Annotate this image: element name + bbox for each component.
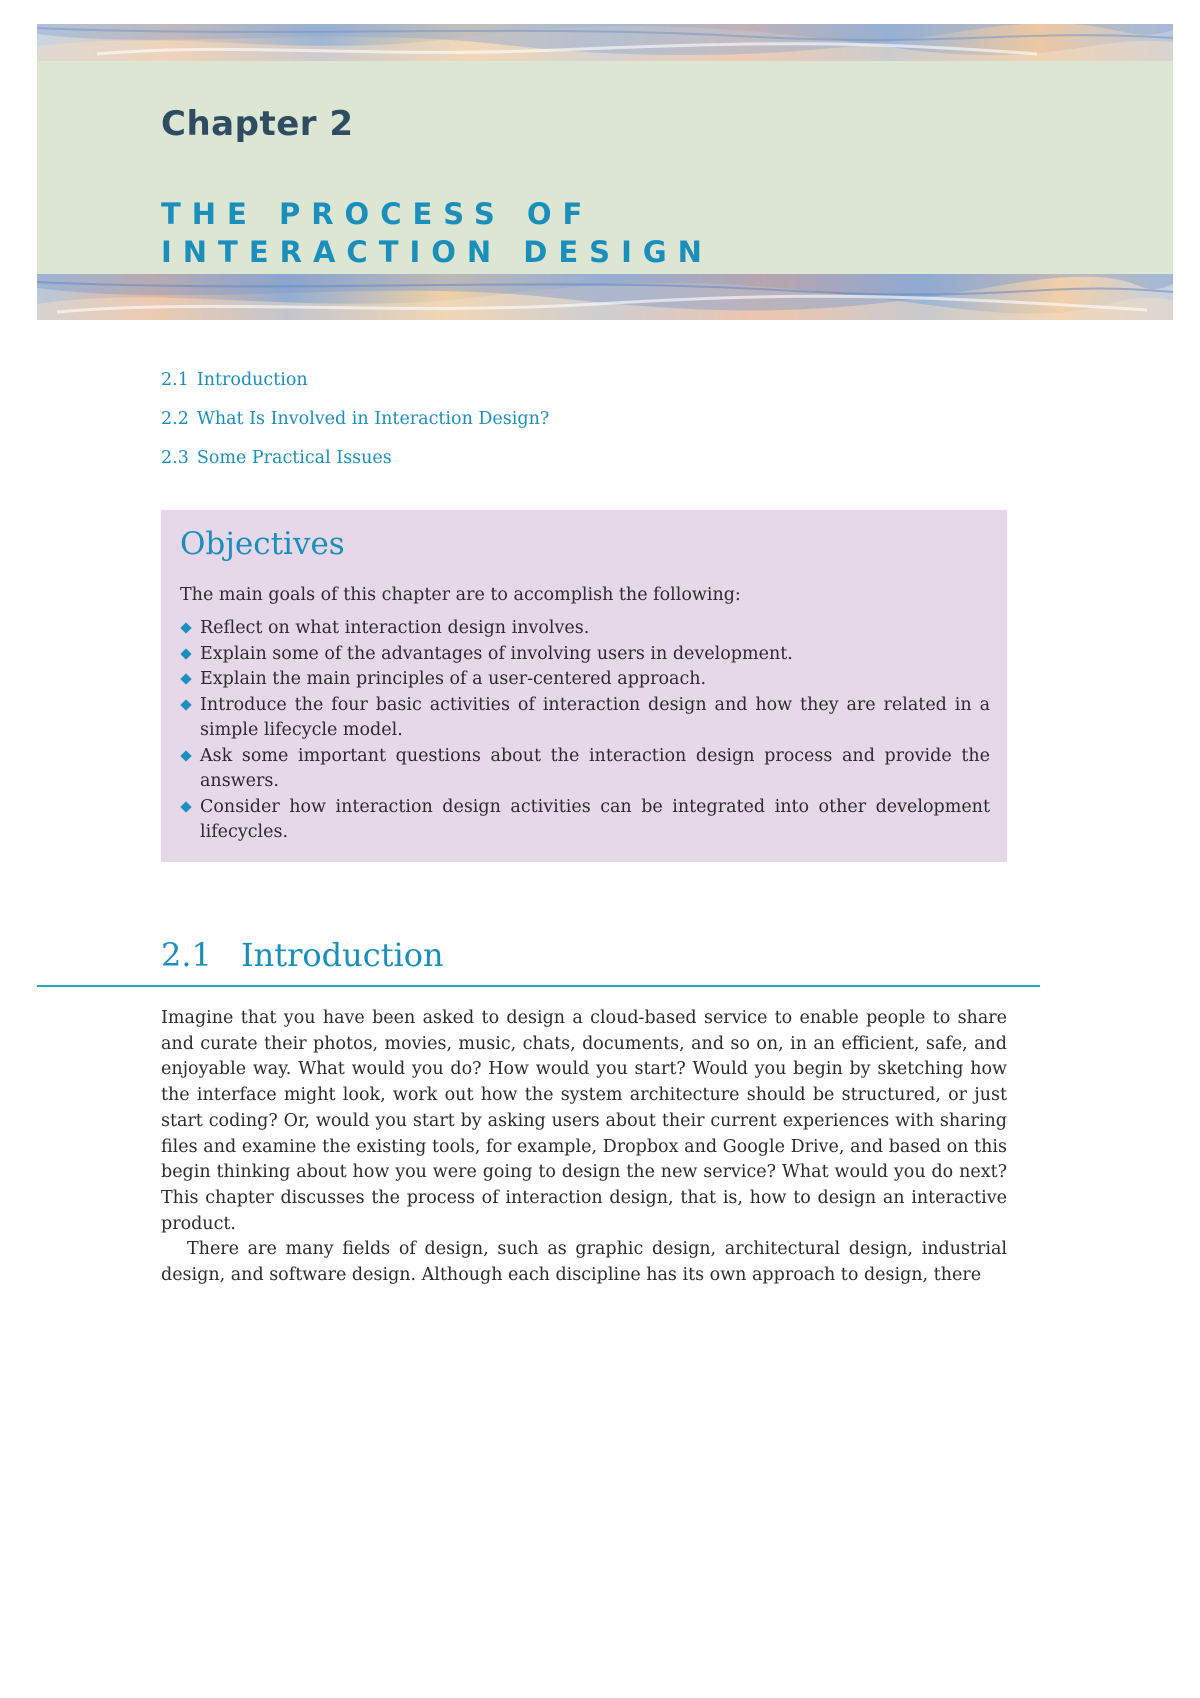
toc-item-number: 2.3: [161, 448, 189, 468]
toc-item-what-is-involved[interactable]: [161, 400, 549, 439]
diamond-bullet-icon: [180, 750, 191, 761]
diamond-bullet-icon: [180, 673, 191, 684]
diamond-bullet-icon: [180, 801, 191, 812]
diamond-bullet-icon: [180, 622, 191, 633]
section-divider: [37, 985, 1040, 987]
chapter-contents: [161, 361, 549, 478]
toc-item-number: 2.2: [161, 409, 189, 429]
objective-item: [180, 744, 990, 795]
toc-item-title: Introduction: [196, 370, 308, 390]
diamond-bullet-icon: [180, 699, 191, 710]
objective-text: Consider how interaction design activities can be integrated into other development lifecycles.: [200, 796, 990, 842]
section-heading: [161, 935, 444, 975]
objectives-intro: The main goals of this chapter are to accomplish the following:: [180, 585, 741, 605]
objective-text: Explain some of the advantages of involving users in development.: [200, 643, 793, 664]
toc-item-number: 2.1: [161, 370, 189, 390]
body-paragraph: There are many fields of design, such as graphic design, architectural design, industrial design, and software design. Although each discipline has its own approach to design, there: [161, 1239, 1007, 1286]
body-text: [161, 1006, 1007, 1289]
objective-item: [180, 795, 990, 846]
objectives-heading: Objectives: [180, 526, 345, 562]
section-number: 2.1: [161, 936, 212, 974]
objective-item: [180, 642, 990, 668]
chapter-title-line-1: THE PROCESS OF: [161, 197, 594, 231]
objective-text: Explain the main principles of a user-centered approach.: [200, 669, 707, 689]
toc-item-title: Some Practical Issues: [196, 448, 392, 468]
objective-text: Reflect on what interaction design involves.: [200, 618, 590, 638]
body-paragraph: Imagine that you have been asked to design a cloud-based service to enable people to share and curate their photos, movies, music, chats, documents, and so on, in an efficient, safe, and enjoyable way. What would you do? How would you start? Would you begin by sketching how the interface might look, work out how the system architecture should be structured, or just start coding? Or, would you start by asking users about their current experiences with sharing files and examine the existing tools, for example, Dropbox and Google Drive, and based on this begin thinking about how you were going to design the new service? What would you do next? This chapter discusses the process of interaction design, that is, how to design an interactive product.: [161, 1008, 1007, 1234]
banner-artwork-top-image: [37, 24, 1173, 61]
objective-item: [180, 667, 990, 693]
chapter-title: [161, 195, 713, 271]
chapter-label: Chapter 2: [161, 104, 354, 144]
objectives-box: [161, 510, 1007, 862]
objective-item: [180, 693, 990, 744]
banner-artwork-top: [37, 24, 1173, 61]
objective-item: [180, 616, 990, 642]
toc-item-practical-issues[interactable]: [161, 439, 549, 478]
objectives-list: [180, 616, 990, 846]
diamond-bullet-icon: [180, 648, 191, 659]
objective-text: Ask some important questions about the interaction design process and provide the answers.: [200, 745, 990, 791]
section-title: Introduction: [241, 936, 444, 974]
toc-item-title: What Is Involved in Interaction Design?: [196, 409, 550, 429]
chapter-banner: [37, 24, 1173, 320]
toc-item-introduction[interactable]: [161, 361, 549, 400]
chapter-title-line-2: INTERACTION DESIGN: [161, 235, 713, 269]
objective-text: Introduce the four basic activities of interaction design and how they are related in a simple lifecycle model.: [200, 694, 990, 740]
banner-artwork-bottom-image: [37, 274, 1173, 320]
banner-artwork-bottom: [37, 274, 1173, 320]
